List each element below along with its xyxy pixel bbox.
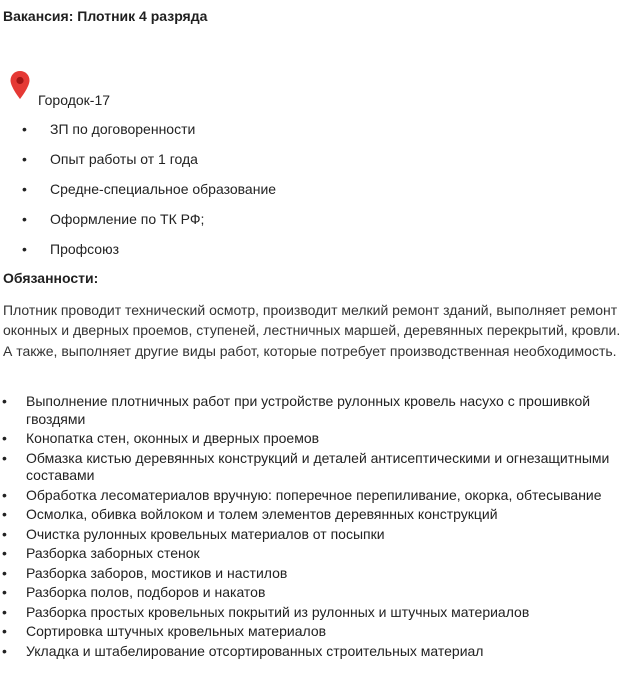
duty-text: Очистка рулонных кровельных материалов от посыпки xyxy=(26,525,385,542)
duties-list xyxy=(0,393,632,662)
duty-item xyxy=(0,487,632,505)
highlight-text: Опыт работы от 1 года xyxy=(50,151,198,167)
bullet-icon: • xyxy=(2,545,7,561)
bullet-icon: • xyxy=(2,525,7,542)
highlight-text: Средне-специальное образование xyxy=(50,181,277,197)
duty-text: Конопатка стен, оконных и дверных проемов xyxy=(26,430,320,446)
duty-item xyxy=(0,393,632,428)
bullet-icon: • xyxy=(2,430,7,446)
duty-item xyxy=(0,623,632,641)
duty-text: Осмолка, обивка войлоком и толем элементов деревянных конструкций xyxy=(26,506,498,522)
bullet-icon: • xyxy=(22,211,27,227)
bullet-icon: • xyxy=(2,623,7,639)
vacancy-title: Вакансия: Плотник 4 разряда xyxy=(3,8,208,24)
map-pin-icon xyxy=(9,70,31,100)
duty-item xyxy=(0,584,632,602)
location-text: Городок-17 xyxy=(38,92,111,108)
duty-text: Обработка лесоматериалов вручную: поперечное перепиливание, окорка, обтесывание xyxy=(26,486,602,503)
duty-item xyxy=(0,450,632,485)
bullet-icon: • xyxy=(2,642,7,659)
bullet-icon: • xyxy=(22,121,27,137)
duties-heading: Обязанности: xyxy=(3,270,99,286)
bullet-icon: • xyxy=(2,449,7,466)
duty-text: Укладка и штабелирование отсортированных строительных материал xyxy=(26,642,484,659)
duty-item xyxy=(0,545,632,563)
duty-text: Разборка простых кровельных покрытий из рулонных и штучных материалов xyxy=(26,603,530,620)
bullet-icon: • xyxy=(2,393,7,409)
bullet-icon: • xyxy=(2,564,7,581)
bullet-icon: • xyxy=(2,584,7,600)
bullet-icon: • xyxy=(2,603,7,620)
duty-text: Разборка заборов, мостиков и настилов xyxy=(26,564,288,581)
duty-item xyxy=(0,430,632,448)
duty-item xyxy=(0,526,632,544)
duty-text: Разборка заборных стенок xyxy=(26,545,200,561)
duty-item xyxy=(0,604,632,622)
duty-text: Обмазка кистью деревянных конструкций и деталей антисептическими и огнезащитными составами xyxy=(26,449,610,483)
highlight-text: Оформление по ТК РФ; xyxy=(50,211,205,227)
highlight-text: Профсоюз xyxy=(50,241,120,257)
description-paragraph: Плотник проводит технический осмотр, производит мелкий ремонт зданий, выполняет ремонт оконных и дверных проемов, ступеней, лестничных маршей, деревянных перекрытий, кровли. А также, выполняет другие виды работ, которые потребует производственная необходимость. xyxy=(3,302,621,359)
highlight-text: ЗП по договоренности xyxy=(50,121,196,137)
bullet-icon: • xyxy=(22,181,27,197)
bullet-icon: • xyxy=(2,506,7,522)
bullet-icon: • xyxy=(2,486,7,503)
duty-text: Выполнение плотничных работ при устройстве рулонных кровель насухо с прошивкой гвоздями xyxy=(26,393,591,427)
duty-text: Разборка полов, подборов и накатов xyxy=(26,584,266,600)
duty-item xyxy=(0,506,632,524)
duty-item xyxy=(0,565,632,583)
bullet-icon: • xyxy=(22,241,27,257)
bullet-icon: • xyxy=(22,151,27,167)
duty-text: Сортировка штучных кровельных материалов xyxy=(26,623,327,639)
duty-item xyxy=(0,643,632,661)
